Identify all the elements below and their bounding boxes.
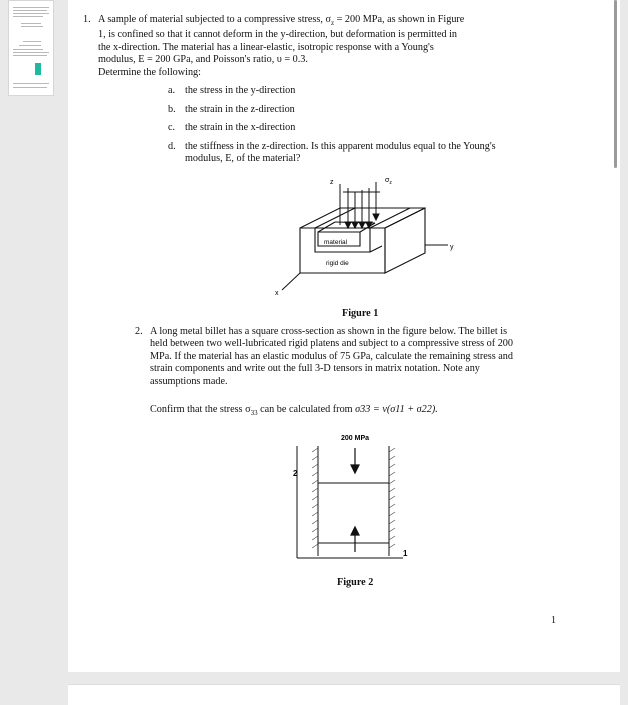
problem-1-number: 1. (83, 14, 91, 25)
problem-2-line: strain components and write out the full 3-D tensors in matrix notation. Note any (150, 363, 480, 375)
item-a-text: the stress in the y-direction (185, 85, 296, 96)
rigid-die-label: rigid die (326, 260, 349, 267)
confirm-statement: Confirm that the stress $\sigma_{33}$ can be calculated from σ33 = ν(σ11 + σ22). (150, 404, 438, 418)
problem-1 (83, 14, 558, 79)
axis-1-label: 1 (403, 549, 408, 558)
problem-2-line: A long metal billet has a square cross-section as shown in the figure below. The billet is (150, 326, 508, 337)
item-d-text-line2: modulus, E, of the material? (185, 153, 301, 164)
item-c-label: c. (168, 122, 176, 133)
problem-2-line: MPa. If the material has an elastic modulus of 75 GPa, calculate the remaining stress and (150, 350, 513, 362)
scrollbar[interactable] (614, 0, 617, 168)
load-arrows (351, 448, 359, 552)
axis-z-label: z (330, 179, 334, 186)
item-a-label: a. (168, 85, 176, 96)
material-label: material (324, 239, 348, 246)
item-d-text: the stiffness in the z-direction. Is this apparent modulus equal to the Young's (185, 141, 496, 152)
problem-2-number: 2. (135, 326, 143, 337)
item-d-label: d. (168, 141, 176, 152)
next-document-page (68, 684, 620, 705)
page-1-thumbnail[interactable] (8, 0, 54, 96)
problem-1-line: the x-direction. The material has a linear-elastic, isotropic response with a Young's (98, 41, 434, 53)
problem-1-line: modulus, E = 200 GPa, and Poisson's ratio, υ = 0.3. (98, 54, 308, 66)
thumbnail-sidebar (0, 0, 64, 700)
problem-1-line: 1, is confined so that it cannot deform in the y-direction, but deformation is permitted in (98, 29, 458, 41)
sigma-label: $\sigma_z$ (385, 177, 392, 186)
figure-2-caption: Figure 2 (337, 577, 374, 588)
problem-1-line: A sample of material subjected to a compressive stress, $\sigma_z = 200$ MPa, as shown in Figure (98, 14, 465, 28)
stress-arrows (343, 182, 380, 228)
item-b-text: the strain in the z-direction (185, 104, 295, 115)
load-label: 200 MPa (341, 435, 370, 442)
item-b-label: b. (168, 104, 176, 115)
axis-x-label: x (275, 290, 279, 297)
axis-y-label: y (450, 244, 454, 251)
equation: σ33 = ν(σ11 + σ22). (355, 404, 438, 415)
figure-1-diagram (260, 170, 470, 300)
axis-2-label: 2 (293, 469, 298, 478)
page-number: 1 (551, 615, 556, 626)
figure-2-diagram (285, 428, 420, 578)
problem-1-determine: Determine the following: (98, 66, 201, 78)
problem-2-line: assumptions made. (150, 375, 228, 387)
figure-1-caption: Figure 1 (342, 308, 379, 319)
problem-2 (83, 326, 558, 388)
item-c-text: the strain in the x-direction (185, 122, 296, 133)
problem-2-line: held between two well-lubricated rigid platens and subject to a compressive stress of 200 (150, 338, 513, 350)
x-axis-line (282, 273, 300, 290)
